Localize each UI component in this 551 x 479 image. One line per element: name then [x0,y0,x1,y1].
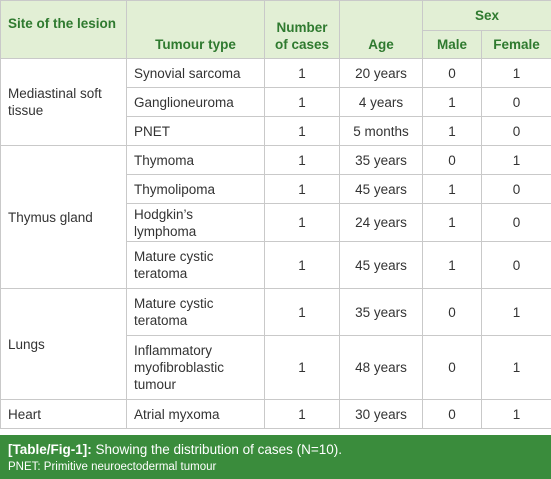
tumour-type-cell: Mature cystic teratoma [127,242,265,289]
female-cell: 1 [482,59,551,88]
age-cell: 20 years [340,59,423,88]
male-cell: 0 [423,400,482,429]
site-cell: Lungs [1,289,127,400]
age-cell: 45 years [340,242,423,289]
female-cell: 0 [482,88,551,117]
male-cell: 1 [423,88,482,117]
table-row [1,59,551,88]
male-cell: 1 [423,242,482,289]
caption-text: Showing the distribution of cases (N=10). [91,442,343,457]
male-cell: 0 [423,336,482,400]
age-cell: 35 years [340,289,423,336]
male-cell: 1 [423,117,482,146]
table-caption [0,435,551,479]
age-cell: 35 years [340,146,423,175]
cases-cell: 1 [265,88,340,117]
site-cell: Thymus gland [1,146,127,289]
age-cell: 4 years [340,88,423,117]
header-site: Site of the lesion [1,1,127,59]
male-cell: 0 [423,289,482,336]
caption-note: PNET: Primitive neuroectodermal tumour [8,461,217,473]
site-cell: Heart [1,400,127,429]
tumour-type-cell: Ganglioneuroma [127,88,265,117]
male-cell: 0 [423,146,482,175]
cases-cell: 1 [265,336,340,400]
cases-cell: 1 [265,175,340,204]
table-row [1,400,551,429]
header-female: Female [482,31,551,59]
female-cell: 1 [482,400,551,429]
female-cell: 0 [482,204,551,242]
header-male: Male [423,31,482,59]
tumour-type-cell: Mature cystic teratoma [127,289,265,336]
cases-cell: 1 [265,59,340,88]
cases-cell: 1 [265,400,340,429]
cases-cell: 1 [265,146,340,175]
age-cell: 45 years [340,175,423,204]
cases-cell: 1 [265,242,340,289]
header-number-of-cases: Number of cases [265,1,340,59]
tumour-type-cell: Atrial myxoma [127,400,265,429]
table-row [1,289,551,336]
female-cell: 1 [482,336,551,400]
cases-cell: 1 [265,204,340,242]
table-row [1,146,551,175]
male-cell: 1 [423,175,482,204]
tumour-type-cell: Synovial sarcoma [127,59,265,88]
tumour-type-cell: Inflammatory myofibroblastic tumour [127,336,265,400]
female-cell: 0 [482,242,551,289]
age-cell: 30 years [340,400,423,429]
female-cell: 0 [482,175,551,204]
site-cell: Mediastinal soft tissue [1,59,127,146]
caption-label: [Table/Fig-1]: [8,442,92,457]
tumour-type-cell: Thymolipoma [127,175,265,204]
cases-cell: 1 [265,117,340,146]
age-cell: 24 years [340,204,423,242]
male-cell: 0 [423,59,482,88]
table-body [1,59,551,429]
age-cell: 5 months [340,117,423,146]
female-cell: 0 [482,117,551,146]
tumour-type-cell: Thymoma [127,146,265,175]
age-cell: 48 years [340,336,423,400]
tumour-type-cell: Hodgkin’s lymphoma [127,204,265,242]
header-tumour-type: Tumour type [127,1,265,59]
cases-cell: 1 [265,289,340,336]
tumour-type-cell: PNET [127,117,265,146]
female-cell: 1 [482,146,551,175]
male-cell: 1 [423,204,482,242]
female-cell: 1 [482,289,551,336]
header-age: Age [340,1,423,59]
header-sex: Sex [423,1,551,31]
